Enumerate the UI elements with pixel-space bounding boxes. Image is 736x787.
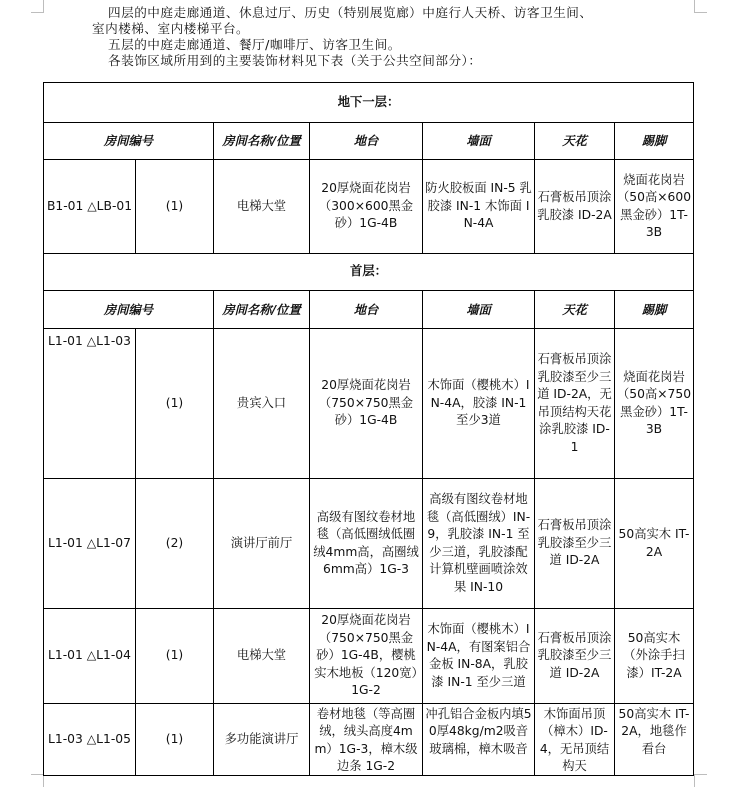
ceiling-material: 石膏板吊顶涂乳胶漆 ID-2A bbox=[535, 160, 615, 254]
room-name: 电梯大堂 bbox=[214, 160, 310, 254]
skirting-material: 烧面花岗岩（50高×750黑金砂）1T-3B bbox=[615, 329, 694, 479]
wall-material: 防火胶板面 IN-5 乳胶漆 IN-1 木饰面 IN-4A bbox=[423, 160, 535, 254]
floor-material: 20厚烧面花岗岩（300×600黑金砂）1G-4B bbox=[310, 160, 423, 254]
wall-material: 木饰面（樱桃木）IN-4A，有图案铝合金板 IN-8A，乳胶漆 IN-1 至少三道 bbox=[423, 609, 535, 704]
header-row bbox=[44, 123, 694, 160]
header-ceiling: 天花 bbox=[535, 291, 615, 329]
wall-material: 高级有图纹卷材地毯（高低圈绒）IN-9，乳胶漆 IN-1 至少三道，乳胶漆配计算机壁画喷涂效果 IN-10 bbox=[423, 479, 535, 609]
skirting-material: 烧面花岗岩（50高×600黑金砂）1T-3B bbox=[615, 160, 694, 254]
room-number: (1) bbox=[136, 609, 214, 704]
skirting-material: 50高实木（外涂手扫漆）IT-2A bbox=[615, 609, 694, 704]
intro-line: 室内楼梯、室内楼梯平台。 bbox=[92, 21, 250, 36]
ceiling-material bbox=[535, 704, 615, 776]
table-row bbox=[44, 609, 694, 704]
intro-line: 各装饰区域所用到的主要装饰材料见下表（关于公共空间部分）： bbox=[108, 53, 482, 68]
room-code: L1-01 △L1-04 bbox=[44, 609, 136, 704]
crop-mark-bottom-right bbox=[694, 774, 707, 787]
header-row bbox=[44, 291, 694, 329]
header-floor: 地台 bbox=[310, 291, 423, 329]
floor-material: 20厚烧面花岗岩（750×750黑金砂）1G-4B，樱桃实木地板（120宽）1G-2 bbox=[310, 609, 423, 704]
room-code: B1-01 △LB-01 bbox=[44, 160, 136, 254]
header-floor: 地台 bbox=[310, 123, 423, 160]
intro-paragraph bbox=[0, 5, 736, 69]
skirting-material bbox=[615, 704, 694, 776]
materials-table bbox=[43, 82, 694, 776]
cell-text: 木饰面吊顶（樟木）ID-4，无吊顶结构天 bbox=[539, 706, 610, 773]
ceiling-material: 石膏板吊顶涂乳胶漆至少三道 ID-2A bbox=[535, 479, 615, 609]
cell-text: 50高实木 IT-2A，地毯作看台 bbox=[618, 706, 690, 756]
floor-material bbox=[310, 704, 423, 776]
wall-material bbox=[423, 704, 535, 776]
cell-text: 卷材地毯（等高圈绒，绒头高度4mm）1G-3，樟木级边条 1G-2 bbox=[314, 706, 418, 773]
ceiling-material: 石膏板吊顶涂乳胶漆至少三道 ID-2A bbox=[535, 609, 615, 704]
skirting-material: 50高实木 IT-2A bbox=[615, 479, 694, 609]
header-wall: 墙面 bbox=[423, 123, 535, 160]
table-row bbox=[44, 160, 694, 254]
header-room-name: 房间名称/位置 bbox=[214, 291, 310, 329]
header-ceiling: 天花 bbox=[535, 123, 615, 160]
room-name: 电梯大堂 bbox=[214, 609, 310, 704]
intro-line: 五层的中庭走廊通道、餐厅/咖啡厅、访客卫生间。 bbox=[108, 37, 401, 52]
section-title: 地下一层： bbox=[44, 83, 694, 123]
header-wall: 墙面 bbox=[423, 291, 535, 329]
room-number: (1) bbox=[136, 160, 214, 254]
table-row bbox=[44, 329, 694, 479]
header-room-no: 房间编号 bbox=[44, 123, 214, 160]
room-code: L1-03 △L1-05 bbox=[44, 704, 136, 776]
header-skirting: 踢脚 bbox=[615, 291, 694, 329]
floor-material: 20厚烧面花岗岩（750×750黑金砂）1G-4B bbox=[310, 329, 423, 479]
header-skirting: 踢脚 bbox=[615, 123, 694, 160]
room-number: (1) bbox=[136, 329, 214, 479]
room-number: (1) bbox=[136, 704, 214, 776]
room-name: 多功能演讲厅 bbox=[214, 704, 310, 776]
room-code: L1-01 △L1-07 bbox=[44, 479, 136, 609]
intro-line: 四层的中庭走廊通道、休息过厅、历史（特别展览廊）中庭行人天桥、访客卫生间、 bbox=[108, 5, 593, 20]
cell-text: 冲孔铝合金板内填50厚48kg/m2吸音玻璃棉，樟木吸音 bbox=[425, 706, 532, 756]
table-row bbox=[44, 704, 694, 776]
room-number: (2) bbox=[136, 479, 214, 609]
ceiling-material: 石膏板吊顶涂乳胶漆至少三道 ID-2A，无吊顶结构天花涂乳胶漆 ID-1 bbox=[535, 329, 615, 479]
floor-material: 高级有图纹卷材地毯（高低圈绒低圈绒4mm高，高圈绒6mm高）1G-3 bbox=[310, 479, 423, 609]
room-name: 演讲厅前厅 bbox=[214, 479, 310, 609]
table-row bbox=[44, 479, 694, 609]
room-code: L1-01 △L1-03 bbox=[44, 329, 136, 479]
section-title: 首层： bbox=[44, 254, 694, 291]
room-name: 贵宾入口 bbox=[214, 329, 310, 479]
header-room-name: 房间名称/位置 bbox=[214, 123, 310, 160]
header-room-no: 房间编号 bbox=[44, 291, 214, 329]
wall-material: 木饰面（樱桃木）IN-4A，胶漆 IN-1 至少3道 bbox=[423, 329, 535, 479]
